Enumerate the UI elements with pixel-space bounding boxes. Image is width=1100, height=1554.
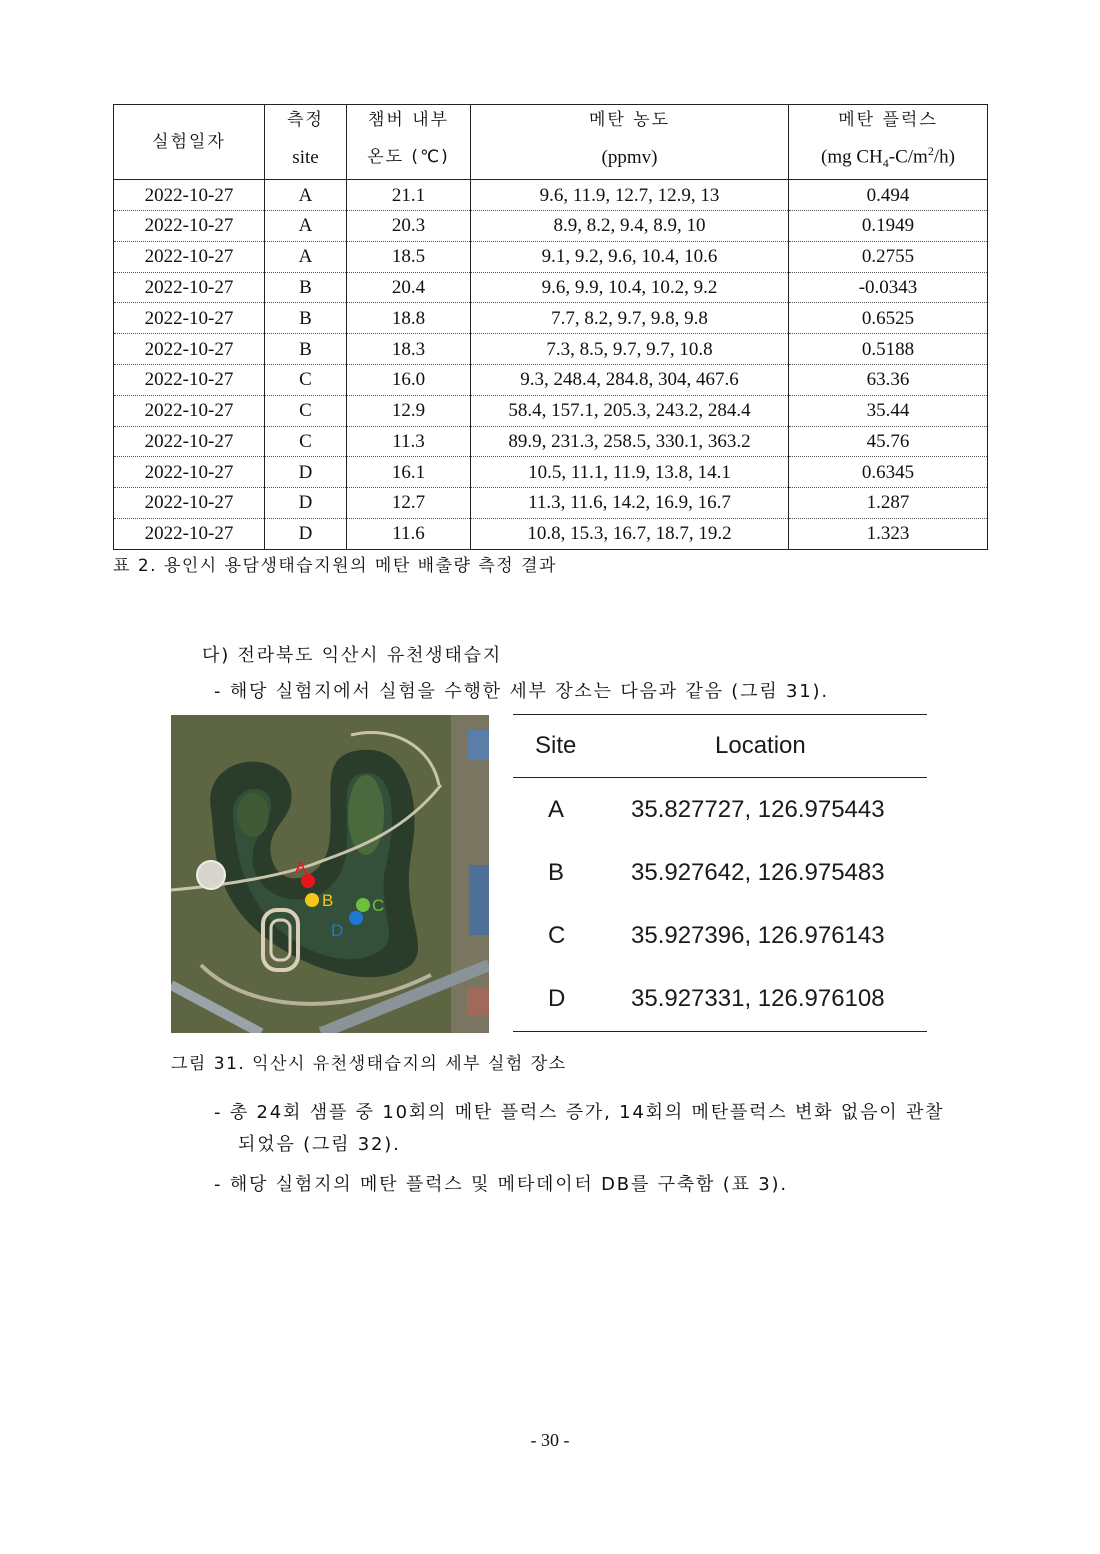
page-number: - 30 - — [530, 1430, 570, 1450]
site-d-marker — [349, 911, 363, 925]
location-coords-cell: 35.927642, 126.975483 — [631, 859, 885, 886]
map-label-c: C — [372, 896, 385, 915]
cell-site: B — [265, 334, 347, 365]
header-site: Site — [535, 732, 577, 759]
table-row — [114, 364, 988, 395]
location-site-cell: C — [548, 922, 566, 949]
cell-conc: 9.3, 248.4, 284.8, 304, 467.6 — [471, 364, 789, 395]
cell-date: 2022-10-27 — [114, 364, 265, 395]
flux-unit-c: /h) — [933, 146, 955, 168]
table-bottom-rule — [513, 1031, 927, 1032]
location-site-cell: B — [548, 859, 565, 886]
cell-conc: 8.9, 8.2, 9.4, 8.9, 10 — [471, 210, 789, 241]
cell-date: 2022-10-27 — [114, 518, 265, 549]
flux-unit-a: (mg CH — [821, 146, 883, 168]
location-site-cell: A — [548, 796, 565, 823]
header-temp-line2: 온도 (℃) — [347, 136, 471, 180]
cell-date: 2022-10-27 — [114, 457, 265, 488]
cell-date: 2022-10-27 — [114, 488, 265, 519]
cell-site: D — [265, 488, 347, 519]
methane-measurement-table — [113, 104, 988, 550]
cell-site: C — [265, 426, 347, 457]
flux-unit-b: -C/m — [888, 146, 928, 168]
cell-flux: 0.5188 — [789, 334, 988, 365]
cell-conc: 9.1, 9.2, 9.6, 10.4, 10.6 — [471, 241, 789, 272]
cell-site: C — [265, 395, 347, 426]
cell-flux: 0.1949 — [789, 210, 988, 241]
cell-temp: 16.1 — [347, 457, 471, 488]
cell-site: A — [265, 241, 347, 272]
cell-flux: 0.6525 — [789, 303, 988, 334]
header-flux-unit — [789, 136, 988, 180]
cell-site: D — [265, 457, 347, 488]
location-coords-cell: 35.827727, 126.975443 — [631, 796, 885, 823]
cell-temp: 16.0 — [347, 364, 471, 395]
cell-temp: 12.9 — [347, 395, 471, 426]
cell-conc: 10.8, 15.3, 16.7, 18.7, 19.2 — [471, 518, 789, 549]
cell-temp: 18.5 — [347, 241, 471, 272]
table-row — [114, 426, 988, 457]
table-row — [114, 210, 988, 241]
cell-date: 2022-10-27 — [114, 180, 265, 211]
cell-flux: 1.323 — [866, 523, 910, 545]
table-row — [114, 488, 988, 519]
cell-site: A — [265, 180, 347, 211]
cell-date: 2022-10-27 — [114, 210, 265, 241]
cell-site: B — [265, 303, 347, 334]
wetland-aerial-view — [171, 715, 489, 1033]
cell-flux: 45.76 — [789, 426, 988, 457]
cell-site: B — [265, 272, 347, 303]
cell-date: 2022-10-27 — [114, 272, 265, 303]
figure-caption: 그림 31. 익산시 유천생태습지의 세부 실험 장소 — [171, 1054, 567, 1074]
cell-temp: 11.3 — [347, 426, 471, 457]
bullet-1-line1: - 총 24회 샘플 중 10회의 메탄 플럭스 증가, 14회의 메탄플럭스 변화 없음이 관찰 — [214, 1102, 945, 1123]
cell-temp: 18.8 — [347, 303, 471, 334]
cell-temp: 11.6 — [347, 518, 471, 549]
cell-temp: 20.4 — [347, 272, 471, 303]
bullet-1-line2: 되었음 (그림 32). — [238, 1134, 401, 1155]
table-row — [114, 180, 988, 211]
header-conc-line2: (ppmv) — [471, 136, 789, 180]
cell-date: 2022-10-27 — [114, 334, 265, 365]
cell-flux: 0.494 — [789, 180, 988, 211]
table-row — [114, 457, 988, 488]
flux-unit-sub: 4 — [882, 156, 889, 171]
table-caption: 표 2. 용인시 용담생태습지원의 메탄 배출량 측정 결과 — [113, 556, 557, 576]
header-site-en: site — [265, 136, 347, 180]
cell-temp: 20.3 — [347, 210, 471, 241]
cell-flux: 1.287 — [789, 488, 988, 519]
location-site-cell: D — [548, 985, 566, 1012]
cell-flux: -0.0343 — [789, 272, 988, 303]
header-site-ko: 측정 — [265, 105, 347, 137]
cell-date: 2022-10-27 — [114, 395, 265, 426]
table-row — [114, 272, 988, 303]
cell-conc: 11.3, 11.6, 14.2, 16.9, 16.7 — [471, 488, 789, 519]
header-location: Location — [715, 732, 806, 759]
header-date: 실험일자 — [114, 105, 265, 180]
satellite-map-image — [171, 715, 489, 1033]
cell-site: C — [265, 364, 347, 395]
map-label-b: B — [322, 891, 334, 910]
cell-date: 2022-10-27 — [114, 426, 265, 457]
cell-temp: 12.7 — [347, 488, 471, 519]
cell-flux: 63.36 — [789, 364, 988, 395]
cell-conc: 89.9, 231.3, 258.5, 330.1, 363.2 — [471, 426, 789, 457]
section-heading: 다) 전라북도 익산시 유천생태습지 — [202, 645, 503, 666]
table-row — [114, 241, 988, 272]
site-c-marker — [356, 898, 370, 912]
cell-temp: 18.3 — [347, 334, 471, 365]
table-row — [114, 518, 988, 549]
cell-site: A — [265, 210, 347, 241]
table-row — [114, 334, 988, 365]
cell-date: 2022-10-27 — [114, 241, 265, 272]
location-coords-cell: 35.927396, 126.976143 — [631, 922, 885, 949]
cell-conc: 9.6, 9.9, 10.4, 10.2, 9.2 — [471, 272, 789, 303]
cell-conc: 7.3, 8.5, 9.7, 9.7, 10.8 — [471, 334, 789, 365]
cell-temp: 21.1 — [347, 180, 471, 211]
cell-flux: 0.6345 — [789, 457, 988, 488]
cell-conc: 7.7, 8.2, 9.7, 9.8, 9.8 — [471, 303, 789, 334]
cell-conc: 10.5, 11.1, 11.9, 13.8, 14.1 — [471, 457, 789, 488]
location-coords-cell: 35.927331, 126.976108 — [631, 985, 885, 1012]
cell-flux: 0.2755 — [789, 241, 988, 272]
table-row — [114, 303, 988, 334]
header-flux-line1: 메탄 플럭스 — [838, 110, 938, 130]
cell-flux: 35.44 — [789, 395, 988, 426]
map-label-d: D — [331, 921, 344, 940]
cell-conc: 58.4, 157.1, 205.3, 243.2, 284.4 — [471, 395, 789, 426]
bullet-2-line1: - 해당 실험지의 메탄 플럭스 및 메타데이터 DB를 구축함 (표 3). — [214, 1174, 788, 1195]
header-rule — [513, 777, 927, 778]
section-intro: - 해당 실험지에서 실험을 수행한 세부 장소는 다음과 같음 (그림 31). — [214, 681, 829, 702]
map-label-a: A — [295, 858, 307, 877]
header-temp-line1: 챔버 내부 — [347, 105, 471, 137]
flux-unit-sup: 2 — [927, 144, 934, 158]
cell-conc: 9.6, 11.9, 12.7, 12.9, 13 — [471, 180, 789, 211]
cell-date: 2022-10-27 — [114, 303, 265, 334]
table-top-rule — [513, 714, 927, 715]
cell-site: D — [265, 518, 347, 549]
header-conc-line1: 메탄 농도 — [471, 105, 789, 137]
site-b-marker — [305, 893, 319, 907]
table-row — [114, 395, 988, 426]
